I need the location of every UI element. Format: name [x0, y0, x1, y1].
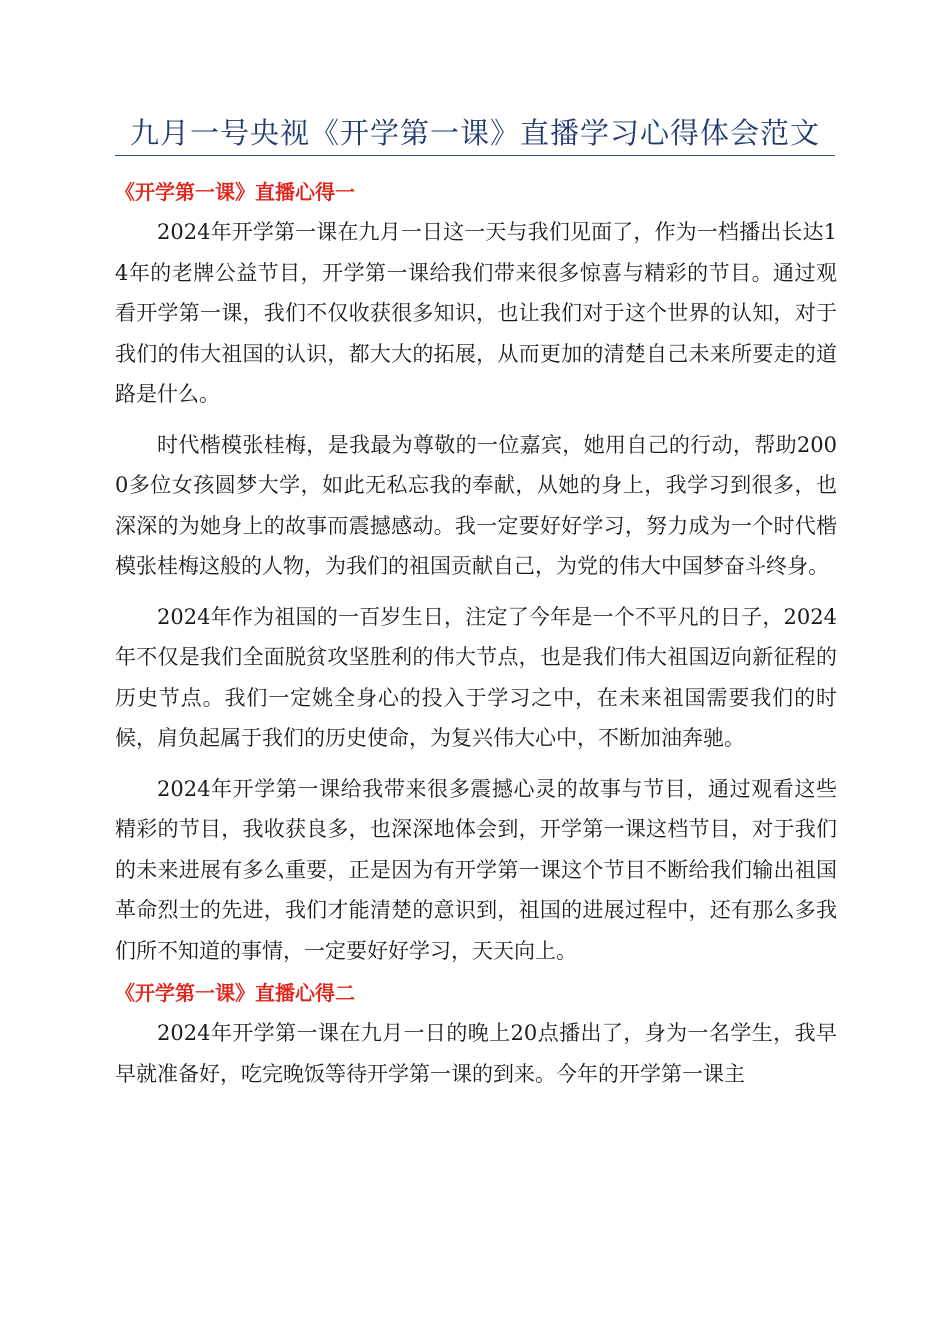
- page-title: 九月一号央视《开学第一课》直播学习心得体会范文: [129, 116, 820, 150]
- section-heading-2: 《开学第一课》直播心得二: [115, 981, 355, 1005]
- title-underline: [115, 155, 835, 156]
- paragraph-1-4: 2024年开学第一课给我带来很多震撼心灵的故事与节目，通过观看这些精彩的节目，我收获良多，也深深地体会到，开学第一课这档节目，对于我们的未来进展有多么重要，正是因为有开学第一课这个节目不断给我们输出祖国革命烈士的先进，我们才能清楚的意识到，祖国的进展过程中，还有那么多我们所不知道的事情，一定要好好学习，天天向上。: [115, 776, 837, 963]
- paragraph-1-1: 2024年开学第一课在九月一日这一天与我们见面了，作为一档播出长达14年的老牌公益节目，开学第一课给我们带来很多惊喜与精彩的节目。通过观看开学第一课，我们不仅收获很多知识，也让我们对于这个世界的认知，对于我们的伟大祖国的认识，都大大的拓展，从而更加的清楚自己未来所要走的道路是什么。: [115, 220, 837, 406]
- paragraph-2-1: 2024年开学第一课在九月一日的晚上20点播出了，身为一名学生，我早早就准备好，吃完晚饭等待开学第一课的到来。今年的开学第一课主: [115, 1021, 837, 1086]
- paragraph-1-3: 2024年作为祖国的一百岁生日，注定了今年是一个不平凡的日子，2024年不仅是我们全面脱贫攻坚胜利的伟大节点，也是我们伟大祖国迈向新征程的历史节点。我们一定姚全身心的投入于学习之中，在未来祖国需要我们的时候，肩负起属于我们的历史使命，为复兴伟大心中，不断加油奔驰。: [115, 604, 837, 750]
- document-body: [115, 172, 837, 1094]
- paragraph-1-2: 时代楷模张桂梅，是我最为尊敬的一位嘉宾，她用自己的行动，帮助2000多位女孩圆梦大学，如此无私忘我的奉献，从她的身上，我学习到很多，也深深的为她身上的故事而震撼感动。我一定要好好学习，努力成为一个时代楷模张桂梅这般的人物，为我们的祖国贡献自己，为党的伟大中国梦奋斗终身。: [115, 432, 837, 578]
- section-heading-1: 《开学第一课》直播心得一: [115, 180, 355, 204]
